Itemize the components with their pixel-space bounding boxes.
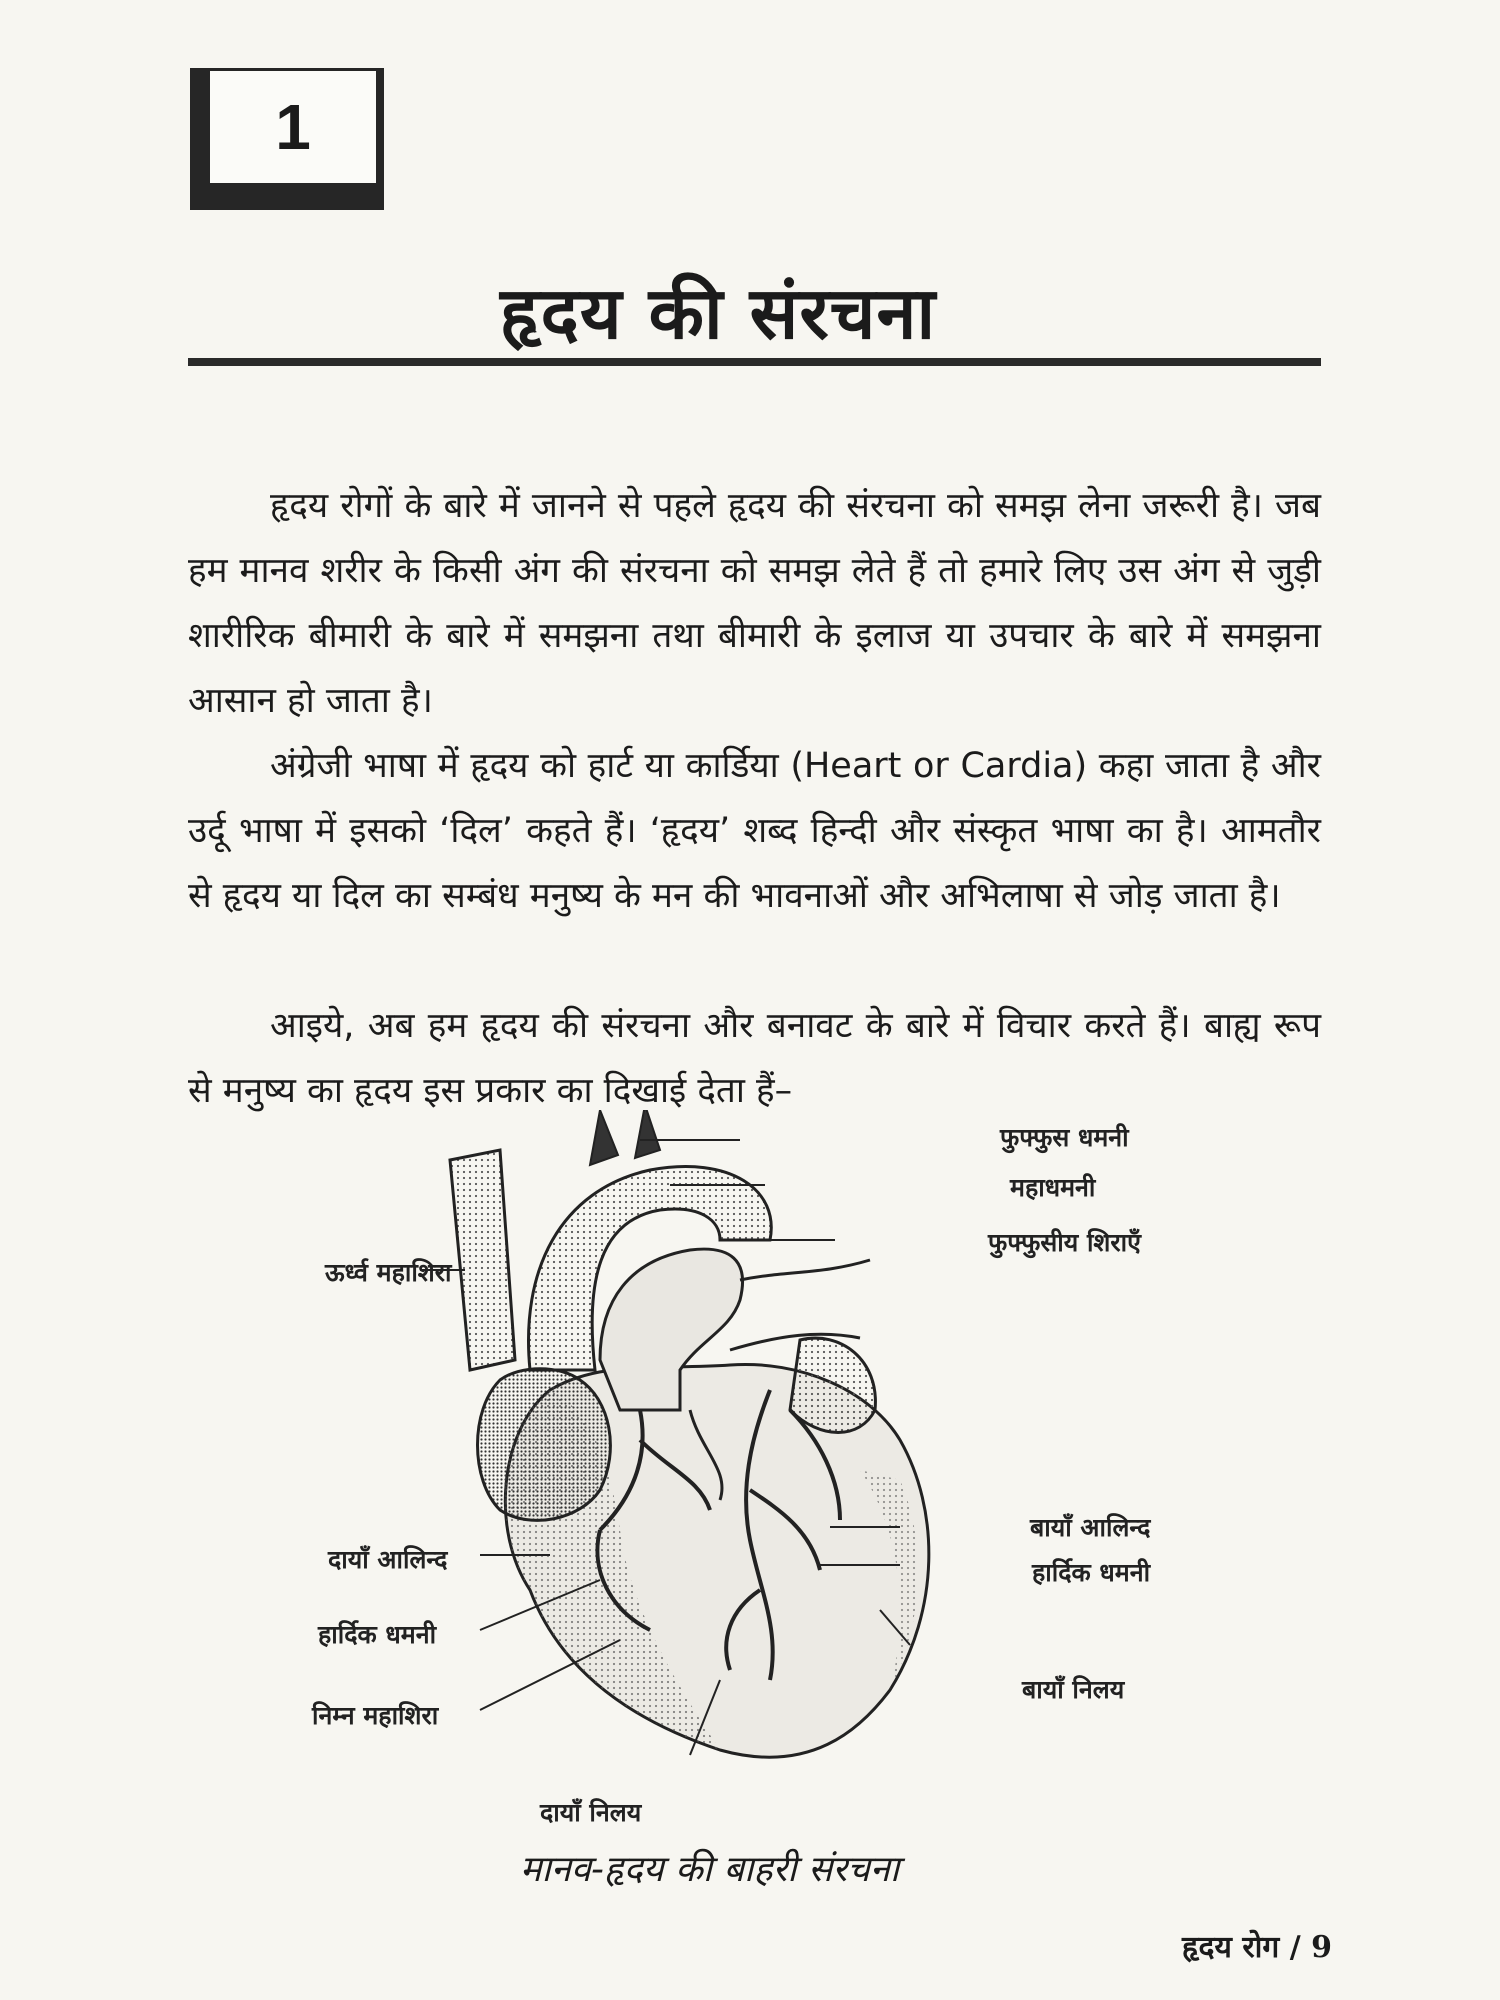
paragraph-1: हृदय रोगों के बारे में जानने से पहले हृदय की संरचना को समझ लेना जरूरी है। जब हम मानव शरीर के किसी अंग की संरचना को समझ लेते हैं तो हमारे लिए उस अंग से जुड़ी शारीरिक बीमारी के बारे में समझना तथा बीमारी के इलाज या उपचार के बारे में समझना आसान हो जाता है। [188,486,1321,721]
label-aorta: महाधमनी [1010,1173,1096,1202]
vena-cava-shape [450,1150,515,1370]
page-footer [1082,1925,1332,1966]
label-pulmonary-veins: फुफ्फुसीय शिराएँ [988,1228,1141,1257]
label-right-atrium: दायाँ आलिन्द [328,1545,448,1574]
label-coronary-artery-left: हार्दिक धमनी [318,1620,437,1649]
chapter-title: हृदय की संरचना [500,271,937,355]
right-atrium-shape [478,1369,611,1521]
label-left-atrium: बायाँ आलिन्द [1030,1513,1151,1542]
label-right-ventricle: दायाँ निलय [540,1798,642,1827]
chapter-number: 1 [207,68,379,186]
page-number: / 9 [1289,1930,1332,1965]
label-left-ventricle: बायाँ निलय [1022,1675,1125,1704]
paragraph-3: आइये, अब हम हृदय की संरचना और बनावट के बारे में विचार करते हैं। बाह्य रूप से मनुष्य का हृदय इस प्रकार का दिखाई देता हैं– [188,1006,1321,1111]
heart-diagram [300,1110,1250,1850]
title-rule [188,358,1321,366]
left-atrium-shape [790,1338,875,1432]
running-head: हृदय रोग [1182,1930,1280,1965]
label-coronary-artery-right: हार्दिक धमनी [1032,1558,1151,1587]
chapter-number-box [190,68,384,210]
label-pulmonary-artery: फुफ्फुस धमनी [1000,1123,1129,1152]
label-superior-vena-cava: ऊर्ध्व महाशिरा [325,1258,452,1287]
figure-caption: मानव-हृदय की बाहरी संरचना [520,1849,900,1890]
paragraph-2: अंग्रेजी भाषा में हृदय को हार्ट या कार्डिया (Heart or Cardia) कहा जाता है और उर्दू भाषा में इसको ‘दिल’ कहते हैं। ‘हृदय’ शब्द हिन्दी और संस्कृत भाषा का है। आमतौर से हृदय या दिल का सम्बंध मनुष्य के मन की भावनाओं और अभिलाषा से जोड़ जाता है। [188,746,1321,916]
label-inferior-vena-cava: निम्न महाशिरा [312,1701,439,1730]
